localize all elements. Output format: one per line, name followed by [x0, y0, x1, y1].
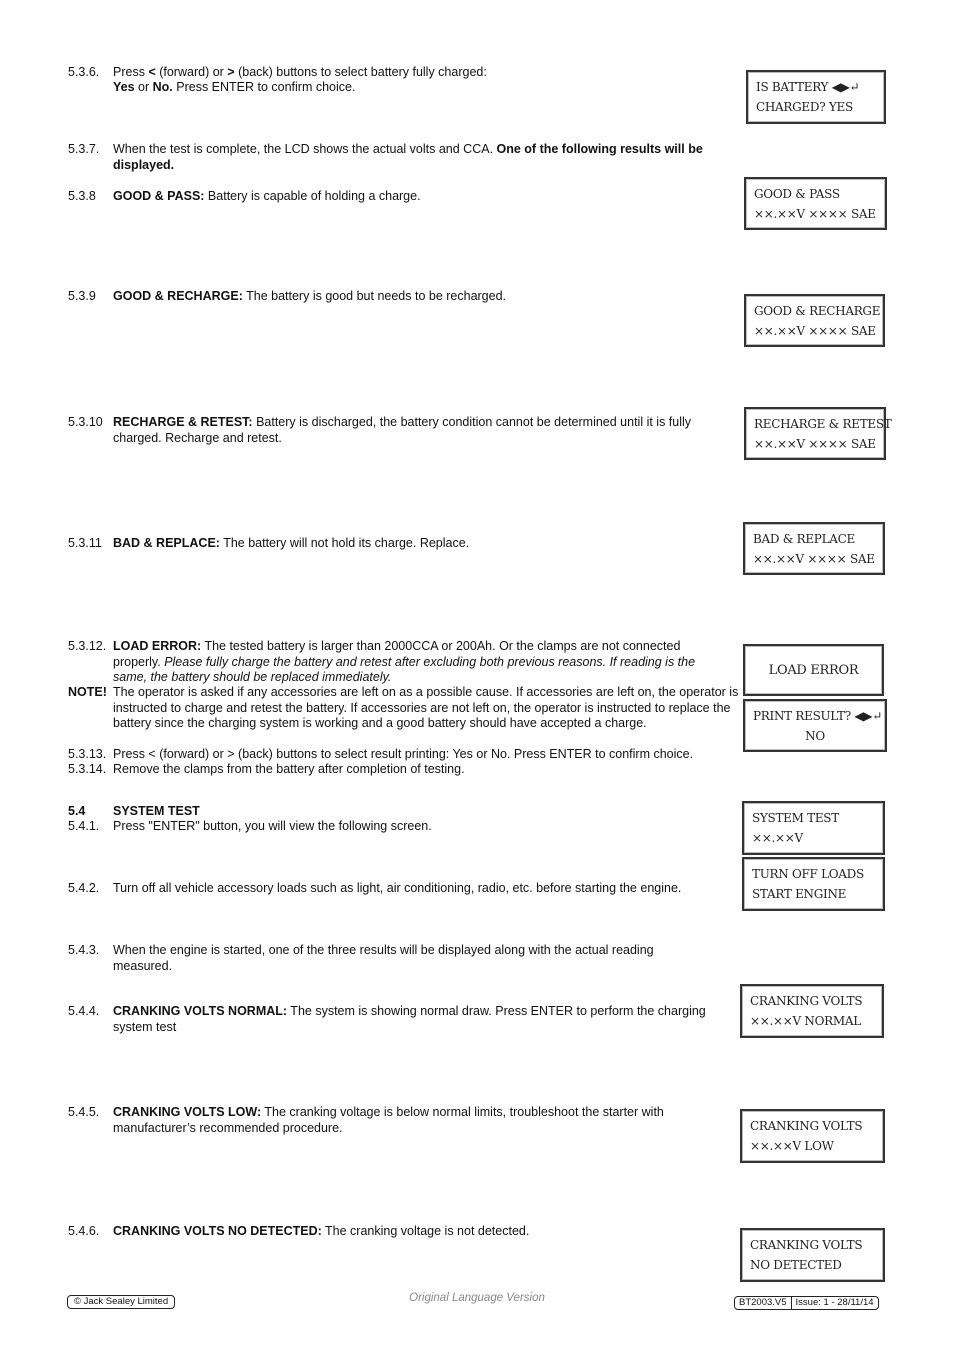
lcd-cranking-normal-screen [740, 984, 884, 1038]
section-number: 5.3.13. [68, 747, 107, 761]
lcd-turn-off-loads-screen [742, 857, 885, 911]
section-number: 5.4.4. [68, 1004, 100, 1018]
lcd-line: RECHARGE & RETEST [754, 417, 892, 431]
issue-date: Issue: 1 - 28/11/14 [795, 1297, 874, 1308]
lcd-line: ××.××V ×××× SAE [753, 552, 875, 566]
lcd-line: NO [805, 729, 825, 743]
section-heading: SYSTEM TEST [113, 804, 200, 818]
section-5312-text: LOAD ERROR: The tested battery is larger than 2000CCA or 200Ah. Or the clamps are not connected properly. Please fully charge the battery and retest after excluding both previous reasons. If reading is the same, the battery should be replaced immediately. [113, 639, 696, 684]
lcd-line: SYSTEM TEST [752, 811, 839, 825]
lcd-charged-screen [746, 70, 886, 124]
section-541-text: Press "ENTER" button, you will view the following screen. [113, 819, 432, 833]
section-536-line1: Press < (forward) or > (back) buttons to select battery fully charged: [113, 65, 487, 79]
lcd-system-test-screen [742, 801, 885, 855]
lcd-line: BAD & REPLACE [753, 532, 855, 546]
lcd-line: ××.××V ×××× SAE [754, 324, 876, 338]
lcd-load-error-screen [743, 644, 884, 696]
section-545-text: CRANKING VOLTS LOW: The cranking voltage is below normal limits, troubleshoot the starter with manufacturer’s recommended procedure. [113, 1105, 664, 1135]
section-number: 5.3.9 [68, 289, 96, 303]
section-537-text: When the test is complete, the LCD shows the actual volts and CCA. One of the following results will be displayed. [113, 142, 703, 172]
section-544-text: CRANKING VOLTS NORMAL: The system is showing normal draw. Press ENTER to perform the charging system test [113, 1004, 706, 1034]
section-546-text: CRANKING VOLTS NO DETECTED: The cranking voltage is not detected. [113, 1224, 530, 1238]
lcd-line: PRINT RESULT? ◀▶↵ [753, 709, 882, 723]
lcd-bad-replace-screen [743, 522, 885, 575]
note-text: The operator is asked if any accessories are left on as a possible cause. If accessories are left on, the operator is instructed to charge and retest the battery. If accessories are not left on, the operator is instructed to replace the battery since the charging system is working and a good battery should have accepted a charge. [113, 685, 739, 730]
document-reference [734, 1296, 879, 1310]
lcd-cranking-none-screen [740, 1228, 885, 1282]
section-5313-text: Press < (forward) or > (back) buttons to select result printing: Yes or No. Press ENTER to confirm choice. [113, 747, 694, 761]
lcd-line: ××.××V ×××× SAE [754, 437, 876, 451]
section-number: 5.4.1. [68, 819, 100, 833]
model-number: BT2003.V5 [735, 1297, 792, 1309]
section-number: 5.3.8 [68, 189, 96, 203]
lcd-line: LOAD ERROR [768, 663, 859, 678]
section-543-text: When the engine is started, one of the three results will be displayed along with the actual reading measured. [113, 943, 654, 973]
section-number: 5.4.6. [68, 1224, 100, 1238]
section-number: 5.3.11 [68, 536, 102, 550]
lcd-recharge-retest-screen [744, 407, 892, 460]
section-number: 5.4.2. [68, 881, 100, 895]
note-label: NOTE! [68, 685, 107, 699]
section-538-text: GOOD & PASS: Battery is capable of holding a charge. [113, 189, 421, 203]
lcd-line: IS BATTERY ◀▶↵ [756, 80, 860, 94]
section-number: 5.3.12. [68, 639, 107, 653]
lcd-line: GOOD & RECHARGE [754, 304, 881, 318]
lcd-line: CHARGED? YES [756, 100, 853, 114]
lcd-line: ××.××V [752, 831, 803, 845]
lcd-good-pass-screen [744, 177, 887, 230]
lcd-line: CRANKING VOLTS [750, 1238, 863, 1252]
lcd-line: ××.××V NORMAL [750, 1014, 861, 1028]
section-number: 5.4.3. [68, 943, 100, 957]
lcd-line: TURN OFF LOADS [752, 867, 864, 881]
section-5311-text: BAD & REPLACE: The battery will not hold its charge. Replace. [113, 536, 470, 550]
section-542-text: Turn off all vehicle accessory loads such as light, air conditioning, radio, etc. before starting the engine. [113, 881, 682, 895]
section-number: 5.3.7. [68, 142, 100, 156]
section-number: 5.4 [68, 804, 86, 818]
lcd-cranking-low-screen [740, 1109, 885, 1163]
language-note: Original Language Version [409, 1292, 545, 1304]
lcd-line: CRANKING VOLTS [750, 1119, 863, 1133]
lcd-line: CRANKING VOLTS [750, 994, 863, 1008]
lcd-line: GOOD & PASS [754, 187, 840, 201]
lcd-good-recharge-screen [744, 294, 885, 347]
lcd-line: ××.××V LOW [750, 1139, 834, 1153]
section-539-text: GOOD & RECHARGE: The battery is good but needs to be recharged. [113, 289, 507, 303]
section-number: 5.3.10 [68, 415, 103, 429]
lcd-line: START ENGINE [752, 887, 847, 901]
section-5310-text: RECHARGE & RETEST: Battery is discharged, the battery condition cannot be determined until it is fully charged. Recharge and retest. [113, 415, 692, 445]
lcd-print-result-screen [743, 699, 887, 752]
section-number: 5.3.6. [68, 65, 100, 79]
section-number: 5.3.14. [68, 762, 107, 776]
section-5314-text: Remove the clamps from the battery after completion of testing. [113, 762, 465, 776]
lcd-line: NO DETECTED [750, 1258, 842, 1272]
section-536-line2: Yes or No. Press ENTER to confirm choice. [113, 80, 356, 94]
section-number: 5.4.5. [68, 1105, 100, 1119]
copyright-label: © Jack Sealey Limited [67, 1295, 175, 1309]
lcd-line: ××.××V ×××× SAE [754, 207, 876, 221]
